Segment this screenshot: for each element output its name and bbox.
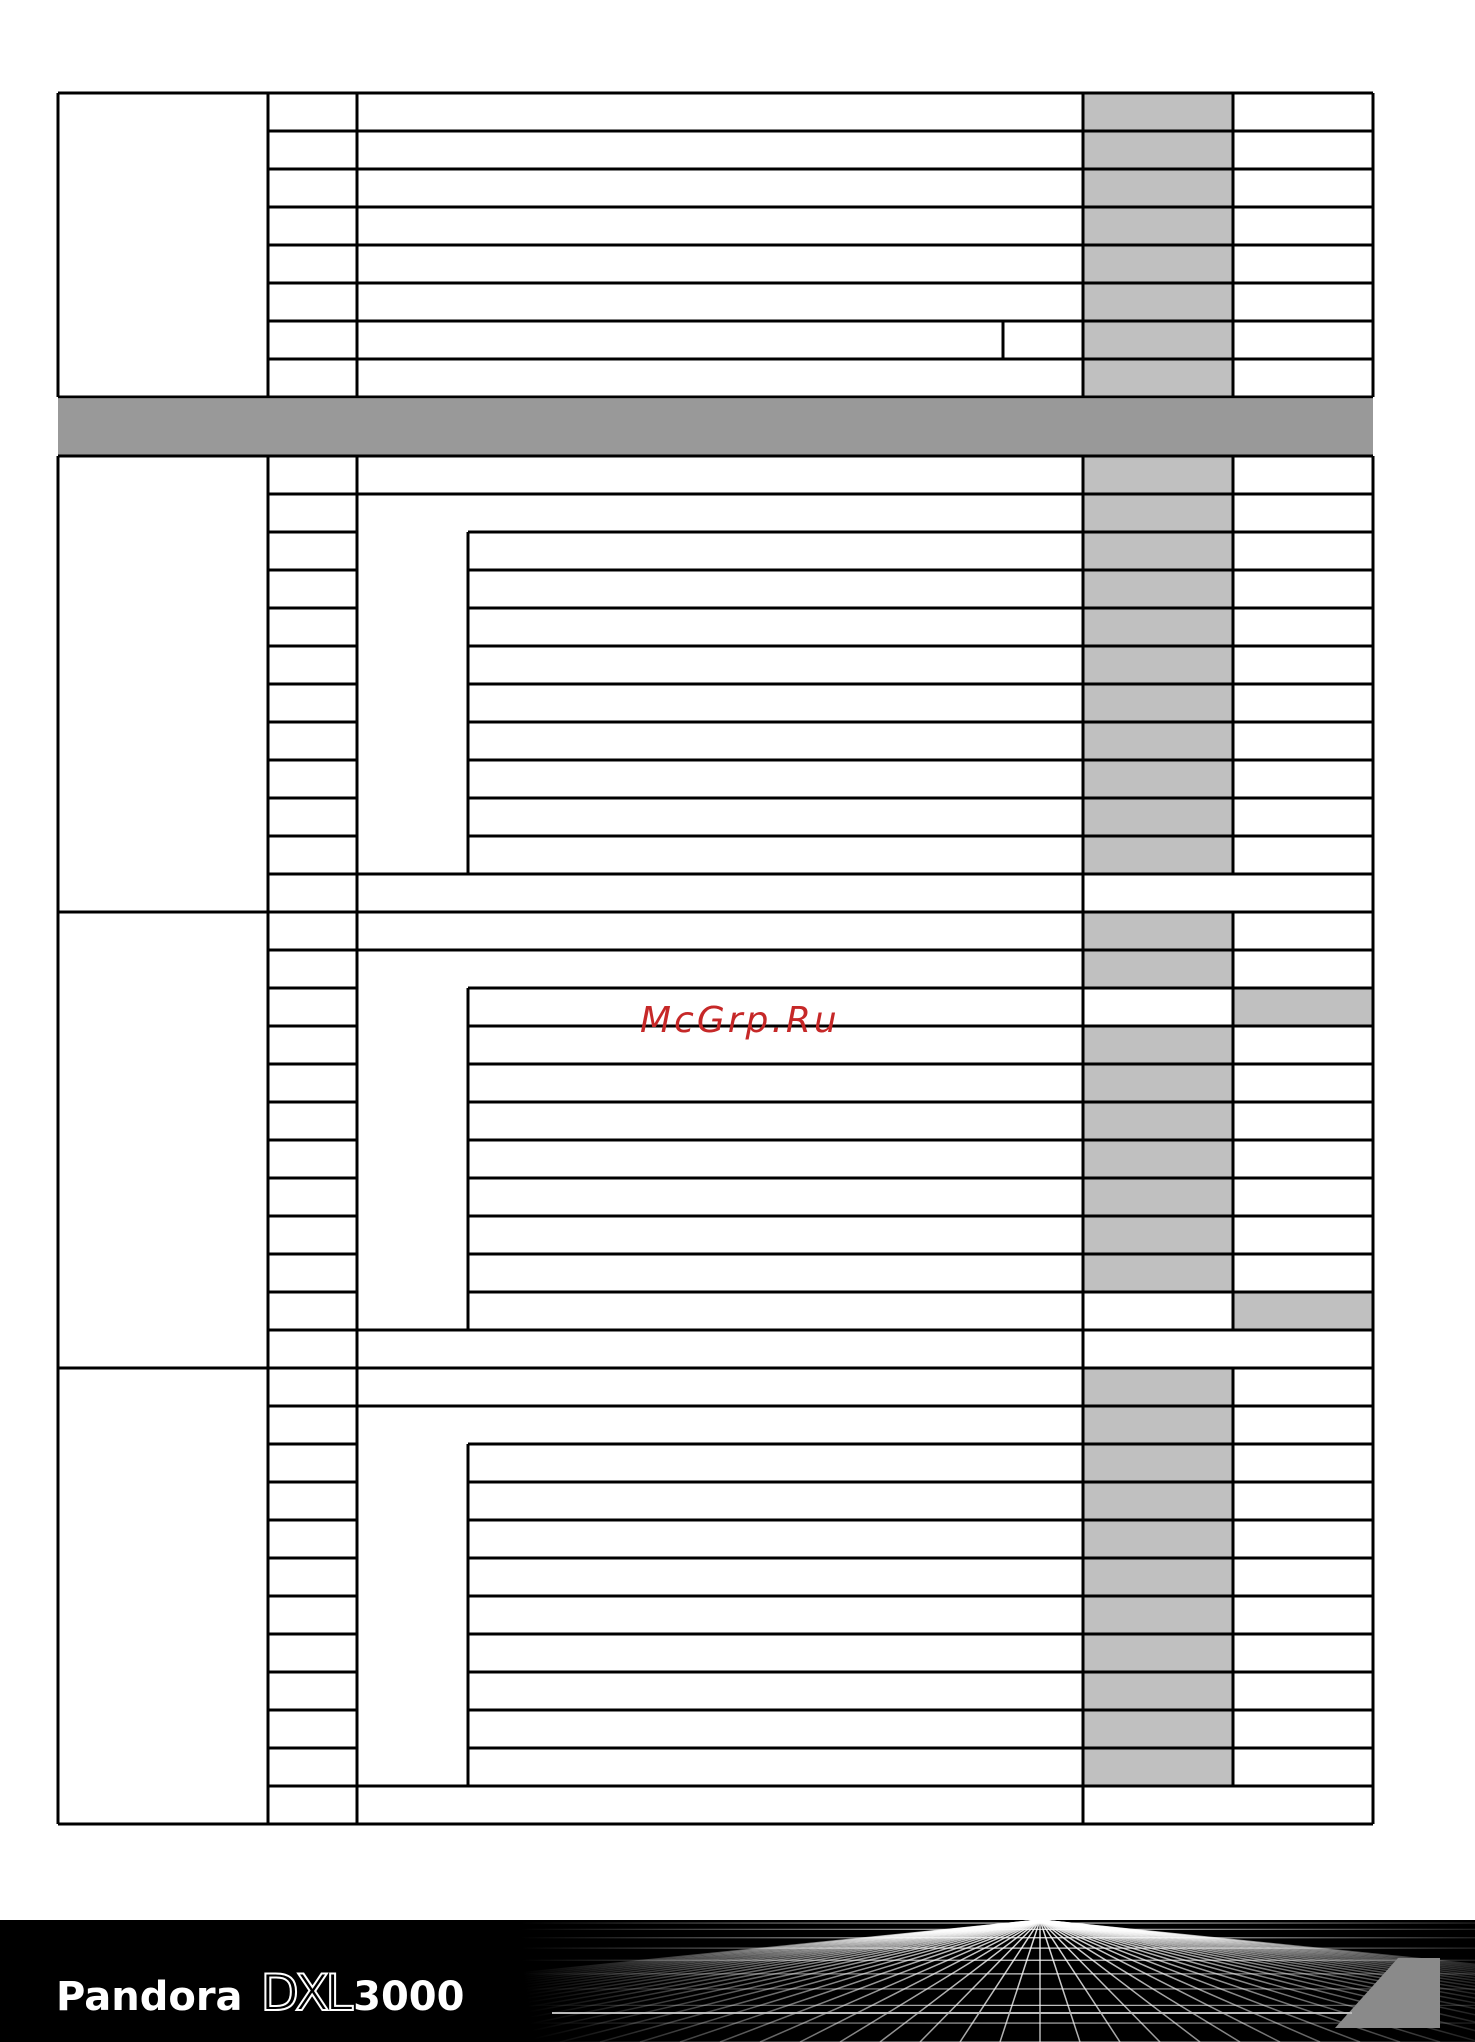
- brand-number: 3000: [353, 1974, 465, 2020]
- gray-cell: [1233, 988, 1373, 1026]
- gray-cell: [1083, 1254, 1233, 1292]
- brand-name: Pandora: [56, 1974, 243, 2020]
- brand-logo: [56, 1964, 464, 2022]
- gray-cell: [1083, 1482, 1233, 1520]
- watermark: McGrp.Ru: [640, 1000, 840, 1041]
- gray-cell: [1083, 245, 1233, 283]
- gray-cell: [1083, 532, 1233, 570]
- gray-cell: [1083, 1672, 1233, 1710]
- gray-cell: [1083, 1216, 1233, 1254]
- gray-cell: [1083, 1140, 1233, 1178]
- gray-cell: [1083, 1710, 1233, 1748]
- gray-cell: [1083, 1178, 1233, 1216]
- gray-cell: [1083, 131, 1233, 169]
- footer-rule: [552, 2012, 1352, 2014]
- gray-cell: [1083, 1368, 1233, 1406]
- brand-model: DXL: [260, 1964, 350, 2022]
- gray-cell: [1083, 1558, 1233, 1596]
- gray-cell: [1083, 1102, 1233, 1140]
- footer-banner: [0, 1920, 1475, 2042]
- gray-cell: [1083, 798, 1233, 836]
- gray-cell: [1083, 950, 1233, 988]
- gray-cell: [1083, 93, 1233, 131]
- gray-cell: [1083, 570, 1233, 608]
- gray-cell: [1083, 359, 1233, 397]
- gray-cell: [1083, 1596, 1233, 1634]
- gray-cell: [1083, 760, 1233, 798]
- gray-cell: [1083, 456, 1233, 494]
- gray-cell: [1083, 1444, 1233, 1482]
- gray-cell: [1083, 207, 1233, 245]
- gray-cell: [58, 399, 1373, 456]
- gray-cell: [1083, 169, 1233, 207]
- gray-cell: [1083, 1520, 1233, 1558]
- gray-cell: [1083, 1748, 1233, 1786]
- gray-cell: [1083, 1634, 1233, 1672]
- gray-cell: [1083, 608, 1233, 646]
- gray-cell: [1083, 646, 1233, 684]
- gray-cell: [1083, 722, 1233, 760]
- gray-cell: [1083, 1064, 1233, 1102]
- gray-cell: [1233, 1292, 1373, 1330]
- gray-cell: [1083, 283, 1233, 321]
- gray-cell: [1083, 321, 1233, 359]
- gray-cell: [1083, 684, 1233, 722]
- gray-cell: [1083, 1406, 1233, 1444]
- gray-cell: [1083, 1026, 1233, 1064]
- gray-cell: [1083, 836, 1233, 874]
- gray-cell: [1083, 494, 1233, 532]
- gray-cell: [1083, 912, 1233, 950]
